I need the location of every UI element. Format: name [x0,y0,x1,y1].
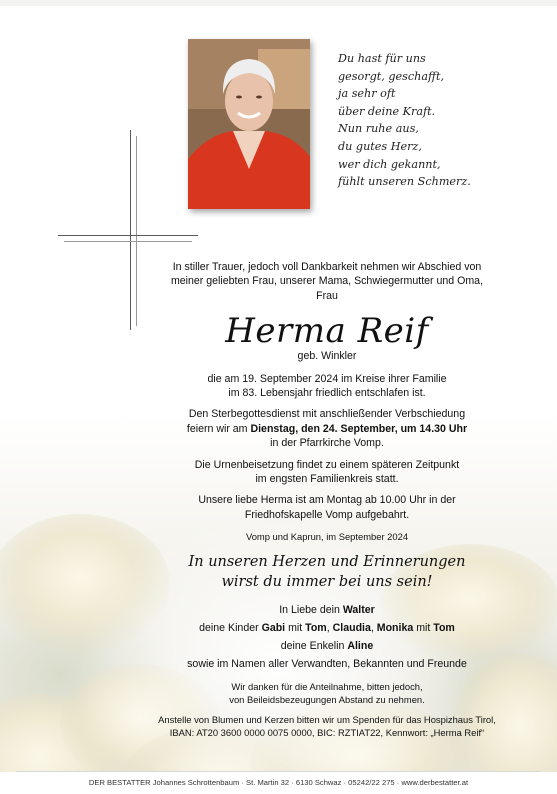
cross-shadow-vertical [136,136,137,326]
obituary-text [150,260,504,739]
mourner-name: Gabi [261,622,286,635]
laid-out-line: Unsere liebe Herma ist am Montag ab 10.00 Uhr in der [198,494,456,507]
poem-line: über deine Kraft. [338,104,436,118]
poem-line: fühlt unseren Schmerz. [338,175,471,189]
cross-horizontal [58,235,198,236]
maiden-name: geb. Winkler [297,350,357,363]
mourner-text: , [370,622,377,635]
footer-undertaker: DER BESTATTER Johannes Schrottenbaum · St. Martin 32 · 6130 Schwaz · 05242/22 275 · www.derbestatter.at [0,772,557,794]
mourner-name: Aline [347,640,374,653]
mourner-name: Tom [433,622,455,635]
mourner-name: Walter [342,604,375,617]
script-line: wirst du immer bei uns sein! [221,574,433,591]
poem-line: wer dich gekannt, [338,157,441,171]
service-date-line [150,422,504,436]
mourner-text: deine Enkelin [280,640,348,653]
donation-line: IBAN: AT20 3600 0000 0075 0000, BIC: RZTIAT22, Kennwort: „Herma Reif“ [169,727,485,739]
poem-line: Du hast für uns [338,52,426,65]
deceased-name: Herma Reif [225,311,429,352]
mourner-line [150,637,504,655]
service-line: in der Pfarrkirche Vomp. [270,437,384,450]
mourner-text: In Liebe dein [279,604,343,617]
mourner-line [150,601,504,619]
thanks-line: von Beileidsbezeugungen Abstand zu nehmen. [229,694,425,706]
poem [338,50,538,191]
intro-line: In stiller Trauer, jedoch voll Dankbarkeit nehmen wir Abschied von [172,261,482,273]
laid-out-line: Friedhofskapelle Vomp aufgebahrt. [244,508,410,521]
poem-line: Nun ruhe aus, [338,122,419,136]
death-line: im 83. Lebensjahr friedlich entschlafen ist. [228,387,426,400]
place-date: Vomp und Kaprun, im September 2024 [245,531,409,543]
cross-icon [130,130,131,330]
mourner-name: Monika [376,622,414,635]
poem-line: gesorgt, geschafft, [338,69,445,83]
service-line: Den Sterbegottesdienst mit anschließender Verbschiedung [188,408,466,421]
cross-shadow-horizontal [64,241,192,242]
mourner-text: mit [285,622,306,635]
death-line: die am 19. September 2024 im Kreise ihrer Familie [207,372,447,385]
urn-line: Die Urnenbeisetzung findet zu einem späteren Zeitpunkt [194,458,460,471]
mourner-line: sowie im Namen aller Verwandten, Bekannten und Freunde [187,658,467,671]
mourner-name: Claudia [332,622,371,635]
thanks-line: Wir danken für die Anteilnahme, bitten jedoch, [231,681,423,693]
script-line: In unseren Herzen und Erinnerungen [188,554,466,571]
poem-line: ja sehr oft [338,87,396,101]
top-edge [0,0,557,6]
mourner-line [150,619,504,637]
mourner-name: Tom [305,622,327,635]
intro-line: Frau [316,289,338,302]
service-date: Dienstag, den 24. September, um 14.30 Uhr [250,422,468,435]
urn-line: im engsten Familienkreis statt. [255,473,399,486]
portrait-photo [188,39,310,209]
mourner-text: , [326,622,333,635]
mourner-text: mit [413,622,434,635]
mourner-text: deine Kinder [199,622,262,635]
donation-line: Anstelle von Blumen und Kerzen bitten wir um Spenden für das Hospizhaus Tirol, [158,714,496,726]
intro-line: meiner geliebten Frau, unserer Mama, Schwiegermutter und Oma, [170,275,484,288]
service-pre: feiern wir am [186,422,251,435]
poem-line: du gutes Herz, [338,139,422,153]
